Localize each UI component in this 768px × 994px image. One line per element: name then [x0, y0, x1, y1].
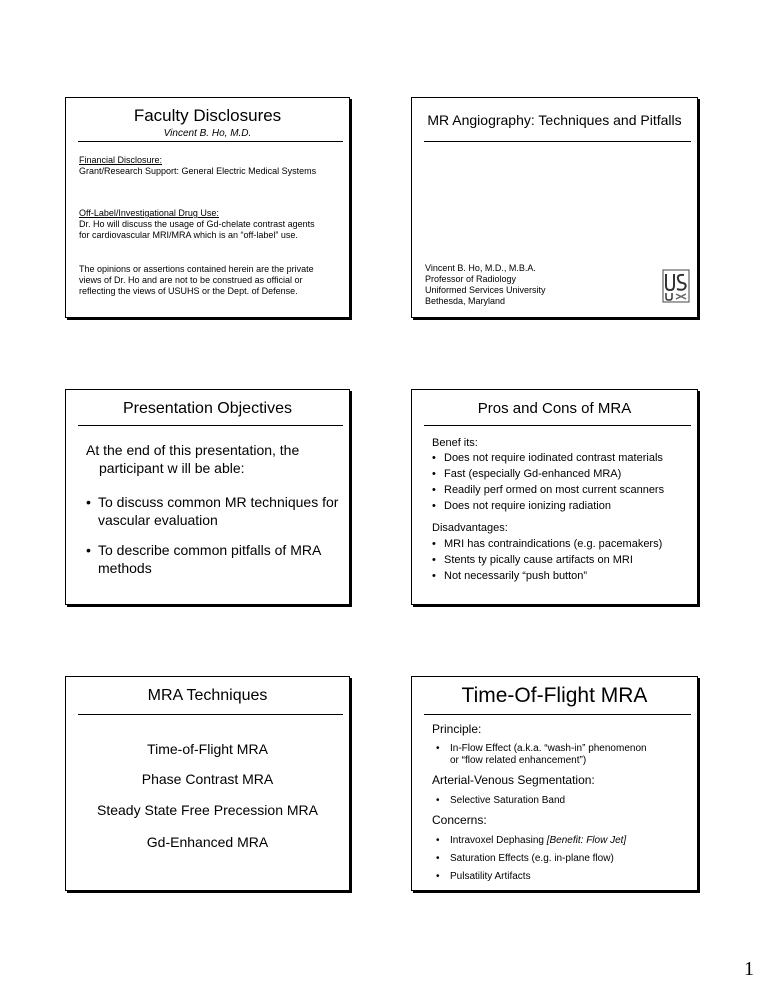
bullet-icon: • — [436, 743, 440, 754]
financial-heading: Financial Disclosure: — [79, 155, 163, 165]
disadvantage-text: MRI has contraindications (e.g. pacemakers) — [444, 538, 663, 550]
technique-item: Phase Contrast MRA — [141, 771, 274, 787]
concern-text: Pulsatility Artifacts — [450, 871, 531, 882]
off-label-heading: Off-Label/Investigational Drug Use: — [79, 208, 219, 218]
author-line-4: Bethesda, Maryland — [425, 296, 506, 306]
title-rule — [78, 425, 343, 426]
page-number: 1 — [744, 958, 754, 980]
principle-heading: Principle: — [432, 722, 482, 736]
disadvantage-text: Stents ty pically cause artifacts on MRI — [444, 554, 633, 566]
bullet-icon: • — [436, 835, 440, 846]
benefit-text: Does not require ionizing radiation — [444, 500, 611, 512]
bullet-icon: • — [432, 500, 436, 512]
bullet-icon: • — [86, 494, 91, 510]
bullet-icon: • — [432, 468, 436, 480]
bullet-icon: • — [432, 570, 436, 582]
slide-presentation-objectives — [65, 389, 350, 605]
bullet-icon: • — [86, 542, 91, 558]
author-line-2: Professor of Radiology — [425, 274, 517, 284]
av-segmentation-heading: Arterial-Venous Segmentation: — [432, 773, 595, 787]
bullet-icon: • — [436, 853, 440, 864]
opinion-line-1: The opinions or assertions contained herein are the private — [79, 264, 314, 274]
financial-text: Grant/Research Support: General Electric Medical Systems — [79, 166, 317, 176]
title-rule — [424, 425, 691, 426]
off-label-line-1: Dr. Ho will discuss the usage of Gd-chelate contrast agents — [79, 219, 315, 229]
usu-logo-icon — [662, 268, 690, 304]
author-line-1: Vincent B. Ho, M.D., M.B.A. — [425, 263, 536, 273]
objective-line-1: To discuss common MR techniques for — [98, 494, 339, 510]
bullet-icon: • — [432, 452, 436, 464]
benefit-text: Does not require iodinated contrast materials — [444, 452, 663, 464]
intro-line-2: participant w ill be able: — [99, 460, 245, 476]
opinion-line-2: views of Dr. Ho and are not to be construed as official or — [79, 275, 303, 285]
technique-item: Gd-Enhanced MRA — [146, 834, 269, 850]
benefit-text: Fast (especially Gd-enhanced MRA) — [444, 468, 622, 480]
slide-mra-techniques — [65, 676, 350, 891]
slide-faculty-disclosures — [65, 97, 350, 318]
slide-title: Time-Of-Flight MRA — [461, 684, 648, 707]
title-rule — [424, 714, 691, 715]
title-rule — [78, 714, 343, 715]
principle-line-2: or “flow related enhancement”) — [450, 755, 587, 766]
author-line-3: Uniformed Services University — [425, 285, 546, 295]
benefits-heading: Benef its: — [432, 437, 478, 449]
technique-item: Steady State Free Precession MRA — [97, 802, 318, 818]
title-rule — [78, 141, 343, 142]
bullet-icon: • — [432, 538, 436, 550]
title-rule — [424, 141, 691, 142]
concern-text — [450, 835, 626, 846]
benefit-text: Readily perf ormed on most current scanners — [444, 484, 665, 496]
off-label-line-2: for cardiovascular MRI/MRA which is an “off-label” use. — [79, 230, 298, 240]
intro-line-1: At the end of this presentation, the — [86, 442, 300, 458]
slide-title: Presentation Objectives — [123, 400, 292, 417]
bullet-icon: • — [432, 554, 436, 566]
concern-label: Intravoxel Dephasing — [450, 835, 547, 846]
opinion-line-3: reflecting the views of USUHS or the Dept. of Defense. — [79, 286, 298, 296]
disadvantages-heading: Disadvantages: — [432, 522, 508, 534]
objective-line-1: To describe common pitfalls of MRA — [98, 542, 322, 558]
av-item-text: Selective Saturation Band — [450, 795, 566, 806]
bullet-icon: • — [432, 484, 436, 496]
concerns-heading: Concerns: — [432, 813, 487, 827]
slide-title: MR Angiography: Techniques and Pitfalls — [427, 112, 682, 128]
concern-text: Saturation Effects (e.g. in-plane flow) — [450, 853, 614, 864]
disadvantage-text: Not necessarily “push button” — [444, 570, 588, 582]
slide-subtitle: Vincent B. Ho, M.D. — [163, 128, 252, 139]
slide-title: Faculty Disclosures — [133, 106, 282, 125]
technique-item: Time-of-Flight MRA — [147, 741, 268, 757]
slide-time-of-flight — [411, 676, 698, 891]
slide-title: MRA Techniques — [147, 687, 268, 704]
slide-mr-angiography — [411, 97, 698, 318]
slide-title: Pros and Cons of MRA — [477, 400, 632, 417]
concern-note: [Benefit: Flow Jet] — [546, 835, 627, 846]
objective-line-2: vascular evaluation — [98, 512, 218, 528]
bullet-icon: • — [436, 871, 440, 882]
principle-line-1: In-Flow Effect (a.k.a. “wash-in” phenomenon — [450, 743, 647, 754]
bullet-icon: • — [436, 795, 440, 806]
objective-line-2: methods — [98, 560, 152, 576]
slide-pros-cons — [411, 389, 698, 605]
